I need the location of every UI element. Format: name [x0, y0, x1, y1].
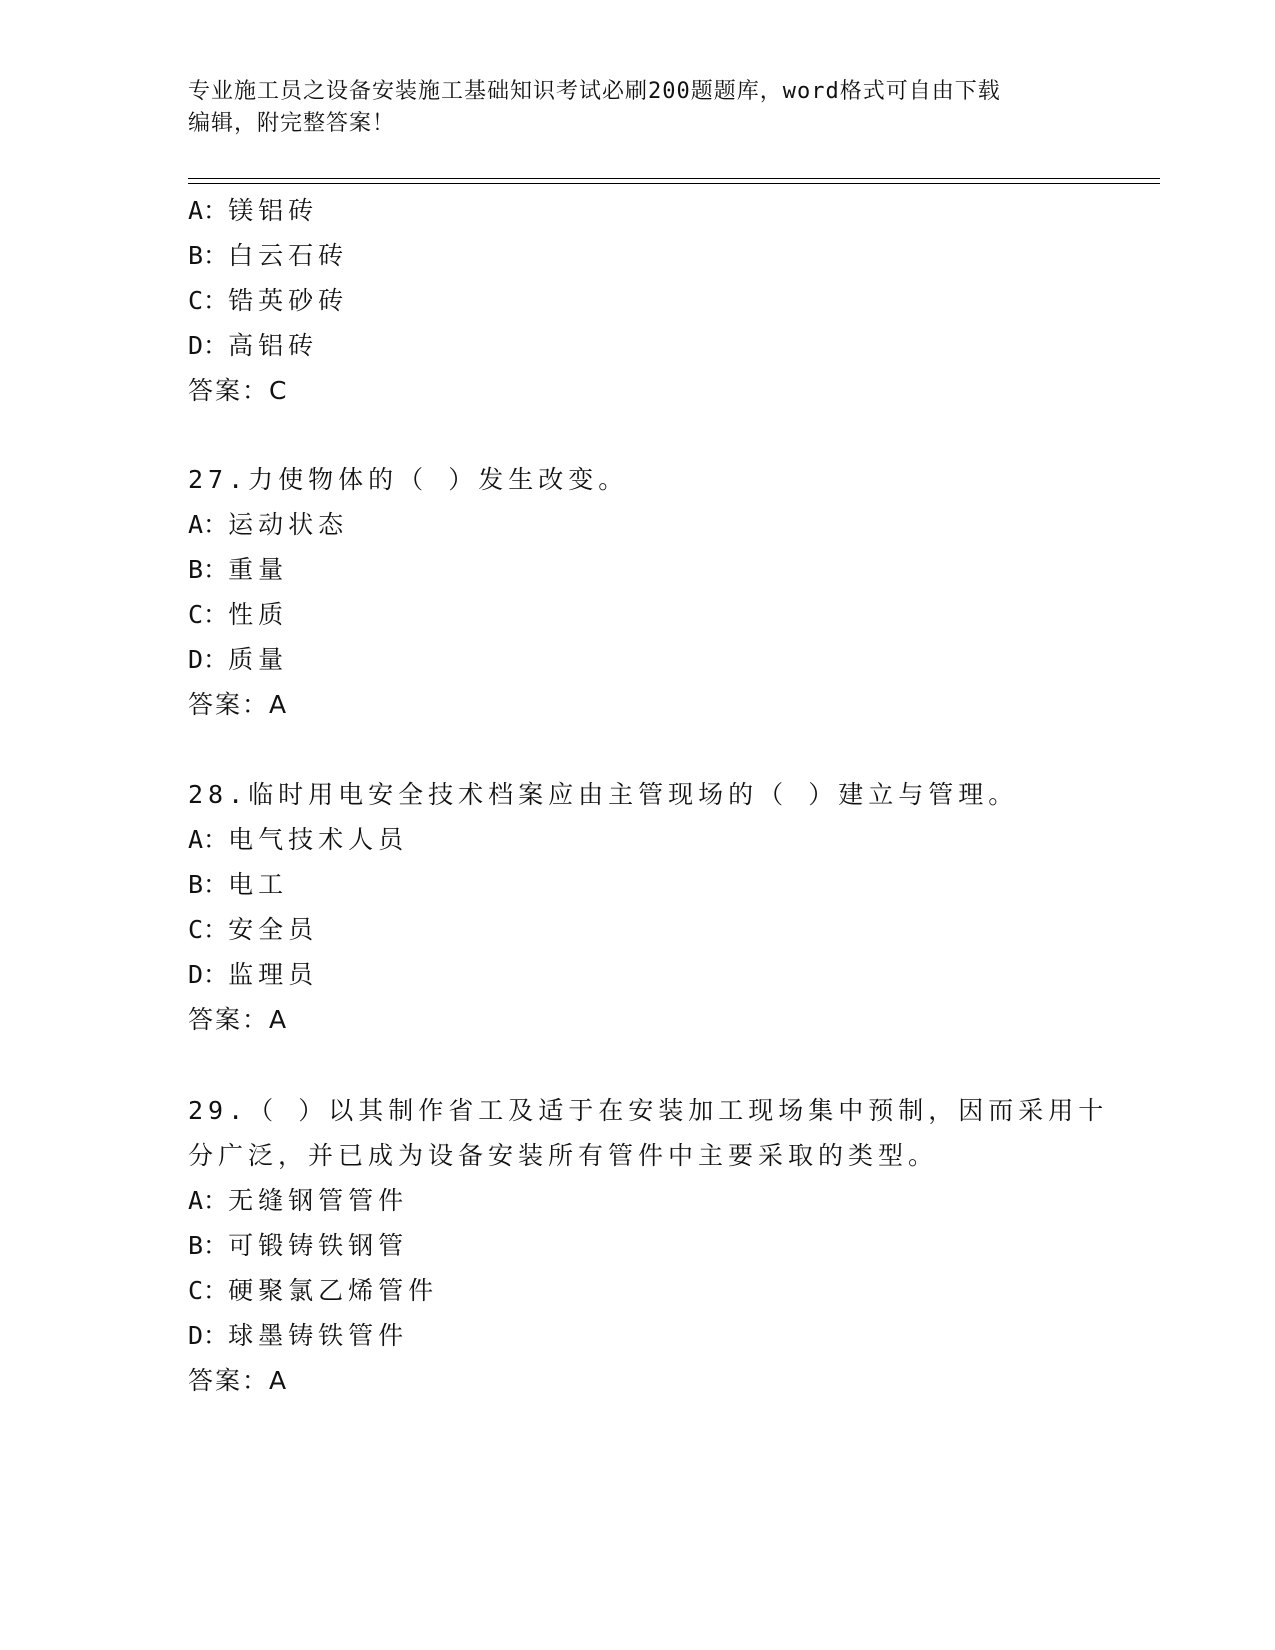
q29-option-b: B：可锻铸铁钢管: [188, 1231, 409, 1260]
q26-answer: 答案：C: [188, 376, 289, 405]
q28-option-c: C：安全员: [188, 915, 319, 944]
q26-option-c: C：锆英砂砖: [188, 286, 349, 315]
q28-answer: 答案：A: [188, 1005, 289, 1034]
q27-option-c: C：性质: [188, 600, 289, 629]
q29-option-d: D：球墨铸铁管件: [188, 1321, 409, 1350]
q27-stem: 27.力使物体的（ ）发生改变。: [188, 465, 629, 494]
q27-option-a: A：运动状态: [188, 510, 349, 539]
header-rule-top: [188, 178, 1160, 179]
document-header: [188, 76, 1088, 140]
q27-option-d: D：质量: [188, 645, 289, 674]
q28-stem: 28.临时用电安全技术档案应由主管现场的（ ）建立与管理。: [188, 780, 1019, 809]
q26-option-a: A：镁铝砖: [188, 196, 319, 225]
q29-option-c: C：硬聚氯乙烯管件: [188, 1276, 439, 1305]
q26-option-d: D：高铝砖: [188, 331, 319, 360]
header-line-1: 专业施工员之设备安装施工基础知识考试必刷200题题库，word格式可自由下载: [188, 79, 1001, 104]
q26-option-b: B：白云石砖: [188, 241, 349, 270]
header-rule-bottom: [188, 183, 1160, 184]
q27-option-b: B：重量: [188, 555, 289, 584]
q28-option-b: B：电工: [188, 870, 289, 899]
q29-stem-line-1: 29.（ ）以其制作省工及适于在安装加工现场集中预制，因而采用十: [188, 1096, 1109, 1125]
q29-option-a: A：无缝钢管管件: [188, 1186, 409, 1215]
header-line-2: 编辑，附完整答案！: [188, 111, 396, 136]
q28-option-a: A：电气技术人员: [188, 825, 409, 854]
q29-stem-line-2: 分广泛，并已成为设备安装所有管件中主要采取的类型。: [188, 1141, 939, 1170]
q28-option-d: D：监理员: [188, 960, 319, 989]
q29-answer: 答案：A: [188, 1366, 289, 1395]
q27-answer: 答案：A: [188, 690, 289, 719]
